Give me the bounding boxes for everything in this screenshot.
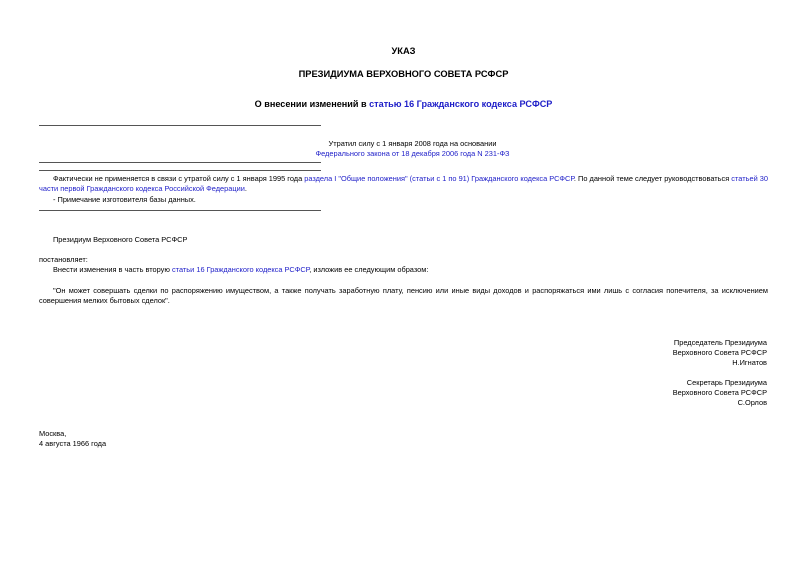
amendment-text-a: Внести изменения в часть вторую <box>53 265 172 274</box>
editor-note-paragraph <box>39 174 768 194</box>
subject-prefix: О внесении изменений в <box>254 99 370 109</box>
amendment-link-article-16[interactable]: статьи 16 Гражданского кодекса РСФСР <box>171 265 310 274</box>
editor-note-link-article-30[interactable]: статьей 30 части первой Гражданского кодекса Российской Федерации <box>39 174 768 193</box>
status-note-law-link[interactable]: Федерального закона от 18 декабря 2006 года N 231-ФЗ <box>315 149 510 158</box>
amendment-line <box>53 265 428 274</box>
secretary-title-1: Секретарь Президиума <box>686 378 767 387</box>
divider <box>39 210 321 211</box>
document-subject <box>0 99 807 109</box>
signing-date: 4 августа 1966 года <box>39 439 107 448</box>
chair-title-1: Председатель Президиума <box>673 338 767 347</box>
status-note-line1: Утратил силу с 1 января 2008 года на основании <box>328 139 497 148</box>
divider <box>39 125 321 126</box>
signing-place: Москва, <box>39 429 67 438</box>
secretary-name: С.Орлов <box>737 398 767 407</box>
amendment-quote: "Он может совершать сделки по распоряжению имуществом, а также получать заработную плату, пенсию или иные виды доходов и распоряжаться ими лишь с согласия попечителя, за исключением совершения мелких бытовых сделок". <box>39 286 768 305</box>
editor-note-link-section-1[interactable]: раздела I "Общие положения" (статьи с 1 по 91) Гражданского кодекса РСФСР <box>304 174 574 183</box>
editor-note-text-c: . <box>244 184 247 193</box>
divider <box>39 162 321 163</box>
decrees-line: постановляет: <box>39 255 88 264</box>
presidium-line: Президиум Верховного Совета РСФСР <box>53 235 188 244</box>
amendment-text-b: , изложив ее следующим образом: <box>309 265 429 274</box>
document-issuer: ПРЕЗИДИУМА ВЕРХОВНОГО СОВЕТА РСФСР <box>298 69 509 79</box>
subject-link-article-16[interactable]: статью 16 Гражданского кодекса РСФСР <box>369 99 553 109</box>
secretary-title-2: Верховного Совета РСФСР <box>672 388 767 397</box>
document-type: УКАЗ <box>391 46 416 56</box>
divider <box>39 170 321 171</box>
editor-note-text-b: . По данной теме следует руководствоваться <box>573 174 732 183</box>
chair-name: Н.Игнатов <box>732 358 767 367</box>
chair-title-2: Верховного Совета РСФСР <box>672 348 767 357</box>
editor-note-remark: - Примечание изготовителя базы данных. <box>53 195 196 204</box>
editor-note-text-a: Фактически не применяется в связи с утратой силу с 1 января 1995 года <box>53 174 305 183</box>
